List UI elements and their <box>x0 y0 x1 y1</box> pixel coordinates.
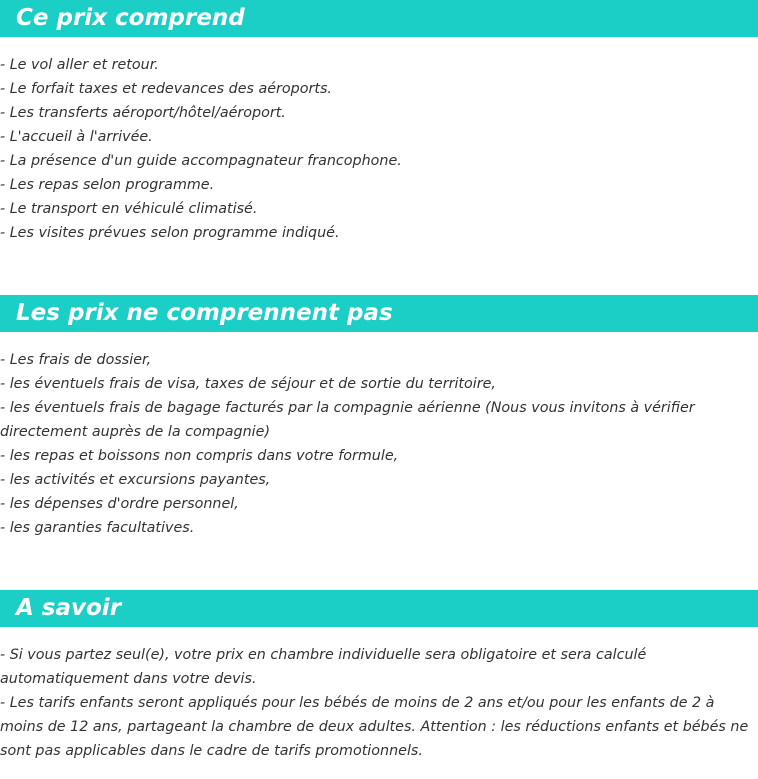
list-item: - L'accueil à l'arrivée. <box>0 129 153 145</box>
list-item: - Si vous partez seul(e), votre prix en chambre individuelle sera obligatoire et sera calculé automatiquement dans votre devis. <box>0 647 647 687</box>
list-item: - Les visites prévues selon programme indiqué. <box>0 225 340 241</box>
included-list <box>0 53 758 245</box>
excluded-list <box>0 348 758 540</box>
list-item: - les activités et excursions payantes, <box>0 472 271 488</box>
list-item: - La présence d'un guide accompagnateur francophone. <box>0 153 402 169</box>
list-item: - les éventuels frais de bagage facturés par la compagnie aérienne (Nous vous invitons à vérifier directement auprès de la compagnie) <box>0 400 695 440</box>
list-item: - Les repas selon programme. <box>0 177 215 193</box>
section-title: Les prix ne comprennent pas <box>16 300 393 326</box>
list-item: - Le transport en véhiculé climatisé. <box>0 201 258 217</box>
list-item: - Les frais de dossier, <box>0 352 152 368</box>
section-header-les-prix-ne-comprennent-pas <box>0 295 758 332</box>
section-header-a-savoir <box>0 590 758 627</box>
section-header-ce-prix-comprend <box>0 0 758 37</box>
list-item: - les garanties facultatives. <box>0 520 195 536</box>
list-item: - Les transferts aéroport/hôtel/aéroport. <box>0 105 286 121</box>
info-list <box>0 643 758 763</box>
list-item: - Les tarifs enfants seront appliqués pour les bébés de moins de 2 ans et/ou pour les enfants de 2 à moins de 12 ans, partageant la chambre de deux adultes. Attention : les réductions enfants et bébés ne sont pas applicables dans le cadre de tarifs promotionnels. <box>0 695 749 759</box>
list-item: - Le vol aller et retour. <box>0 57 159 73</box>
list-item: - les dépenses d'ordre personnel, <box>0 496 239 512</box>
section-title: Ce prix comprend <box>16 5 245 31</box>
list-item: - Le forfait taxes et redevances des aéroports. <box>0 81 332 97</box>
list-item: - les repas et boissons non compris dans votre formule, <box>0 448 399 464</box>
list-item: - les éventuels frais de visa, taxes de séjour et de sortie du territoire, <box>0 376 496 392</box>
section-title: A savoir <box>16 595 122 621</box>
